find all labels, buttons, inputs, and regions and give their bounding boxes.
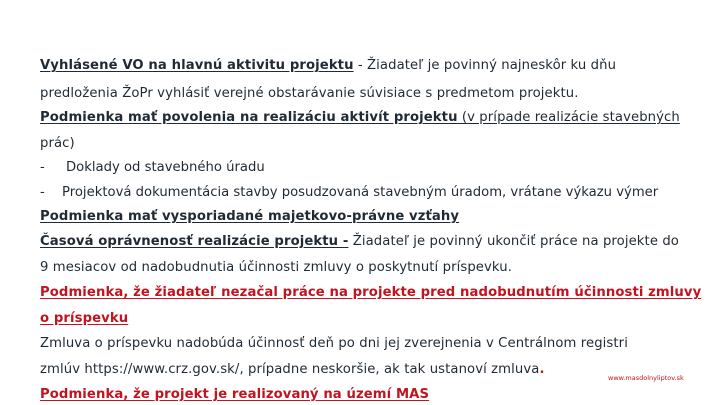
text-vo-2: predloženia ŽoPr vyhlásiť verejné obstarávanie súvisiace s predmetom projektu.	[40, 86, 579, 101]
list-dash: -	[40, 185, 45, 200]
heading-uzemie-mas: Podmienka, že projekt je realizovaný na území MAS	[40, 387, 430, 402]
text-povolenia-2: prác)	[40, 136, 75, 151]
paragraph-vo	[40, 58, 616, 74]
text-zmluva-2-end: .	[539, 362, 545, 377]
text-zmluva-1: Zmluva o príspevku nadobúda účinnosť deň po dni jej zverejnenia v Centrálnom registri	[40, 336, 628, 351]
list-item	[40, 185, 658, 201]
heading-casova: Časová oprávnenosť realizácie projektu -	[40, 234, 349, 249]
list-item-text: Projektová dokumentácia stavby posudzovaná stavebným úradom, vrátane výkazu výmer	[62, 185, 659, 200]
text-casova-1: Žiadateľ je povinný ukončiť práce na projekte do	[348, 234, 679, 249]
text-povolenia-1: (v prípade realizácie stavebných	[457, 110, 680, 125]
list-item	[40, 160, 265, 176]
heading-vo: Vyhlásené VO na hlavnú aktivitu projektu	[40, 58, 354, 73]
paragraph-casova	[40, 234, 679, 250]
list-item-text: Doklady od stavebného úradu	[66, 160, 265, 175]
heading-nezacal-2: o príspevku	[40, 311, 129, 326]
text-zmluva-2-row	[40, 362, 545, 378]
text-zmluva-2: zmlúv https://www.crz.gov.sk/, prípadne neskoršie, ak tak ustanoví zmluva	[40, 362, 540, 377]
paragraph-povolenia	[40, 110, 680, 126]
heading-majetkovo: Podmienka mať vysporiadané majetkovo-právne vzťahy	[40, 209, 460, 224]
list-dash: -	[40, 160, 45, 175]
heading-povolenia: Podmienka mať povolenia na realizáciu aktivít projektu	[40, 110, 458, 125]
text-vo-1: - Žiadateľ je povinný najneskôr ku dňu	[353, 58, 617, 73]
footer-url[interactable]: www.masdolnyliptov.sk	[608, 374, 684, 382]
text-casova-2: 9 mesiacov od nadobudnutia účinnosti zmluvy o poskytnutí príspevku.	[40, 260, 513, 275]
heading-nezacal-1: Podmienka, že žiadateľ nezačal práce na projekte pred nadobudnutím účinnosti zmluvy	[40, 285, 702, 300]
